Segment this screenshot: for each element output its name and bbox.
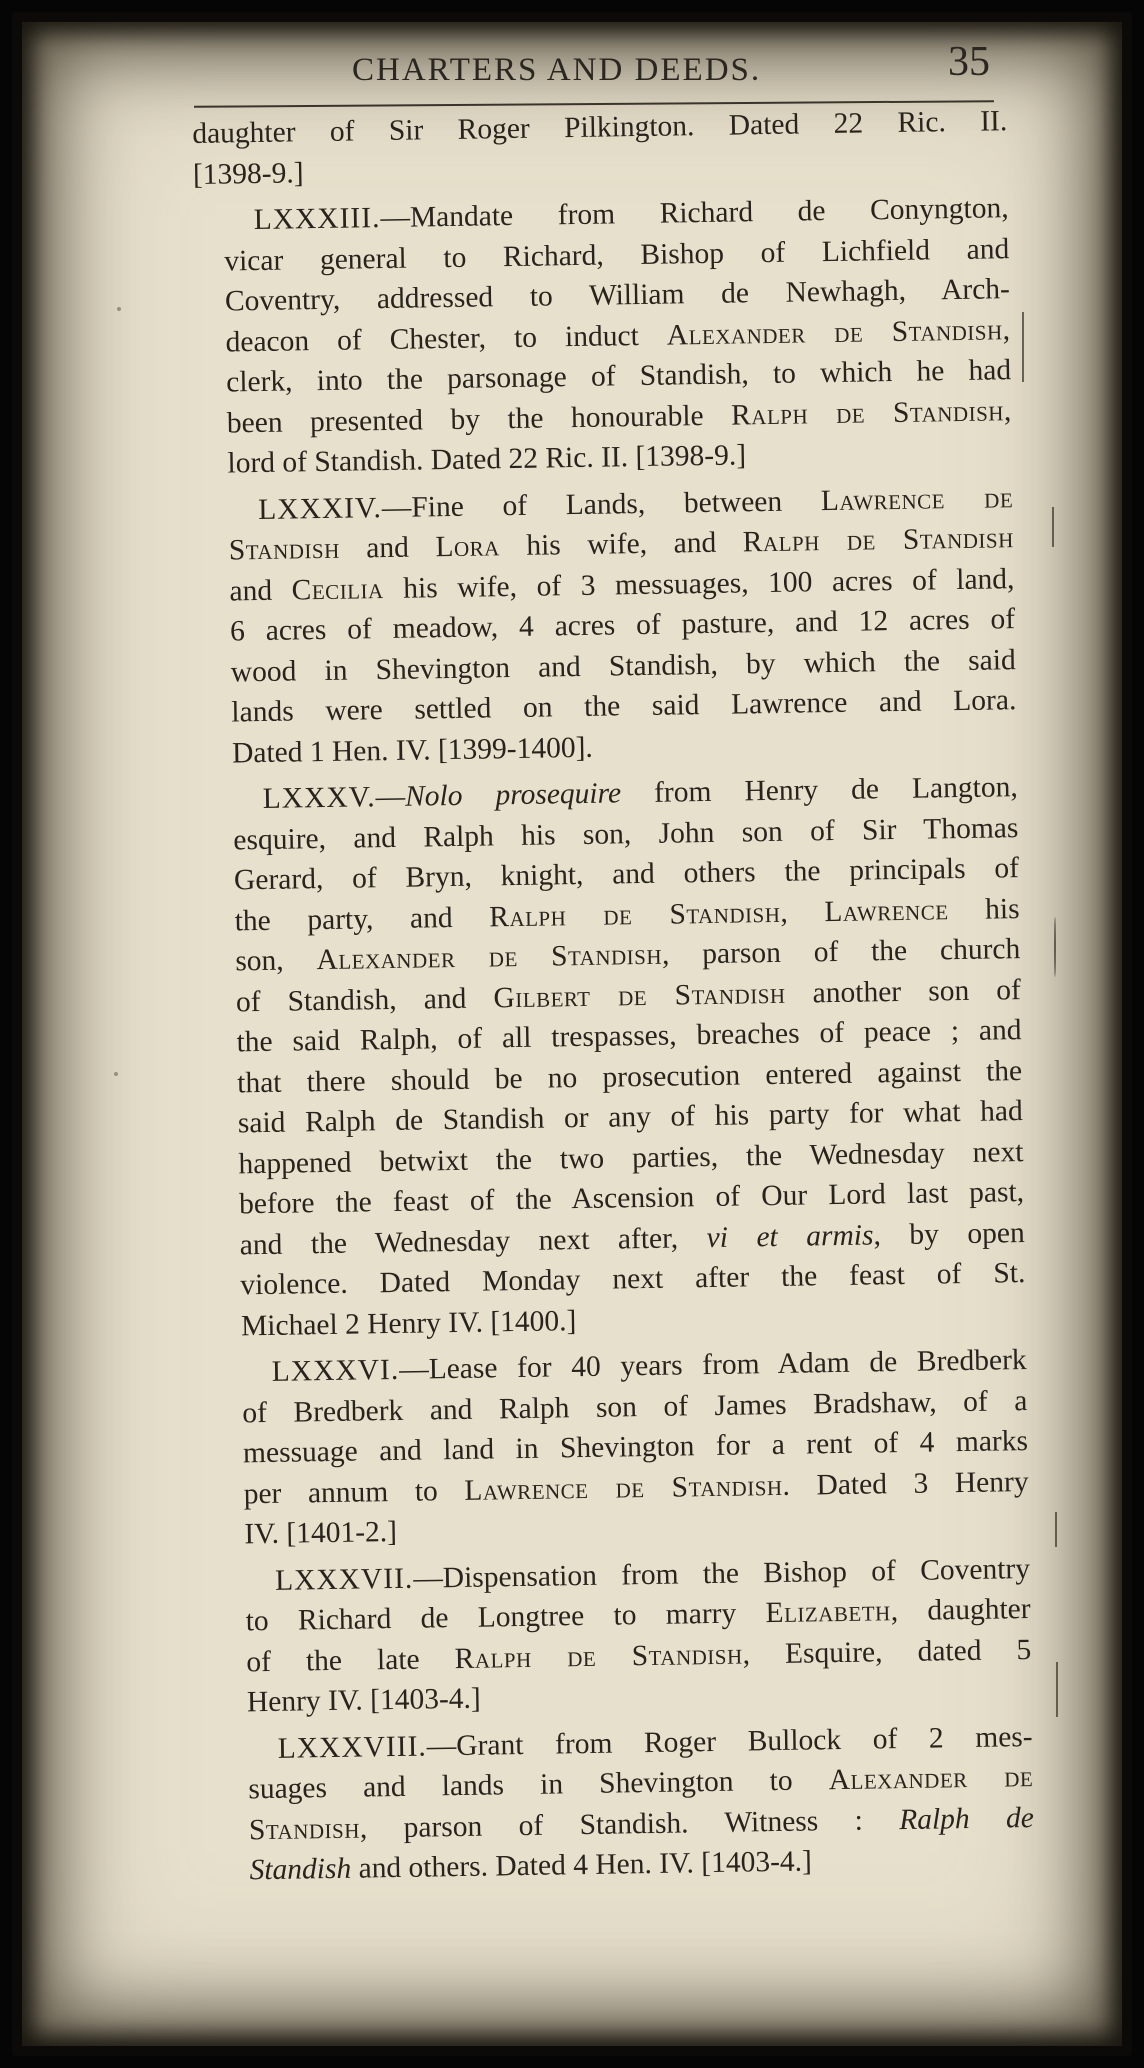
text-run: of Bredberk and Ralph son of James Bradshaw, of a xyxy=(242,1384,1028,1429)
body-text xyxy=(192,101,1035,1897)
name-small-caps: Alexander de xyxy=(828,1760,1034,1797)
page-header xyxy=(202,38,1002,98)
text-run: [1398-9.] xyxy=(192,156,304,191)
name-small-caps: Cecilia xyxy=(291,572,384,606)
text-run: —Mandate from Richard de Conyngton, xyxy=(380,192,1009,235)
text-run: —Fine of Lands, between xyxy=(381,484,822,524)
name-small-caps: Alexander de Standish, xyxy=(666,313,1011,352)
margin-pencil-mark xyxy=(1022,312,1024,382)
text-run: happened betwixt the two parties, the Wednesday next xyxy=(238,1135,1024,1180)
name-small-caps: Ralph de Standish xyxy=(454,1638,743,1675)
margin-pencil-mark xyxy=(1052,507,1054,547)
name-small-caps: Standish xyxy=(228,532,340,567)
entry-numeral: LXXXVIII. xyxy=(277,1730,428,1765)
paragraph-entry xyxy=(193,188,1012,484)
margin-pencil-mark xyxy=(1054,917,1056,977)
text-run: Coventry, addressed to William de Newhagh, Arch- xyxy=(224,273,1011,318)
name-small-caps: Lawrence de Standish xyxy=(464,1469,783,1507)
text-run: esquire, and Ralph his son, John son of Sir Thomas xyxy=(233,811,1019,856)
name-small-caps: Alexander de Standish xyxy=(316,938,663,977)
text-run: IV. [1401-2.] xyxy=(244,1515,398,1551)
text-run: and xyxy=(229,573,292,607)
text-run: Gerard, of Bryn, knight, and others the principals of xyxy=(233,852,1020,897)
text-run: suages and lands in Shevington to xyxy=(248,1764,829,1806)
italic-text: Standish xyxy=(249,1852,352,1887)
text-run: —Dispensation from the Bishop of Coventry xyxy=(413,1552,1031,1595)
name-small-caps: Elizabeth xyxy=(765,1595,891,1630)
paragraph-continued xyxy=(192,101,1008,195)
text-run: per annum to xyxy=(243,1474,465,1510)
text-run: before the feast of the Ascension of Our Lord last past, xyxy=(238,1176,1025,1221)
text-run: —Lease for 40 years from Adam de Bredberk xyxy=(398,1344,1027,1386)
text-run: of the late xyxy=(246,1642,455,1678)
text-run: , parson of the church xyxy=(661,933,1021,971)
paper-speck xyxy=(114,1072,118,1076)
paper-speck xyxy=(117,307,121,311)
text-run: and xyxy=(339,531,436,565)
name-small-caps: Ralph de Standish xyxy=(742,522,1015,559)
paragraph-entry xyxy=(217,1716,1034,1891)
text-run: the said Ralph, of all trespasses, breaches of peace ; and xyxy=(236,1014,1022,1059)
text-run: another son of xyxy=(785,973,1022,1010)
margin-pencil-mark xyxy=(1056,1662,1058,1717)
text-run: been presented by the honourable xyxy=(226,399,732,439)
text-run: Michael 2 Henry IV. [1400.] xyxy=(240,1304,577,1342)
page-number: 35 xyxy=(948,39,990,85)
italic-text: Ralph de xyxy=(898,1801,1035,1836)
text-run: . Dated 3 Henry xyxy=(782,1465,1029,1502)
text-run: , parson of Standish. Witness : xyxy=(359,1803,900,1845)
text-run: of Standish, and xyxy=(235,981,494,1018)
paragraph-entry xyxy=(202,767,1026,1347)
italic-text: vi et armis xyxy=(706,1218,874,1254)
entry-numeral: LXXXV. xyxy=(262,781,376,815)
italic-text: Nolo prosequire xyxy=(404,777,622,813)
text-run: , Esquire, dated 5 xyxy=(742,1633,1032,1671)
paragraph-entry xyxy=(215,1549,1032,1724)
text-run: son, xyxy=(235,944,317,978)
text-run: said Ralph de Standish or any of his party for what had xyxy=(237,1095,1024,1140)
text-run: lord of Standish. Dated 22 Ric. II. [1398-9.] xyxy=(227,439,747,480)
text-run: Henry IV. [1403-4.] xyxy=(246,1682,481,1719)
running-head: CHARTERS AND DEEDS. xyxy=(352,52,762,88)
text-run: lands were settled on the said Lawrence and Lora. xyxy=(231,684,1017,729)
paragraph-entry xyxy=(198,478,1017,774)
text-run: daughter of Sir Roger Pilkington. Dated 22 Ric. II. xyxy=(192,105,1008,150)
text-run: messuage and land in Shevington for a rent of 4 marks xyxy=(242,1425,1029,1470)
text-run: , xyxy=(780,895,825,929)
margin-pencil-mark xyxy=(1055,1512,1057,1547)
text-run: his xyxy=(948,892,1020,926)
text-run: Dated 1 Hen. IV. [1399-1400]. xyxy=(231,731,594,769)
text-run: from Henry de Langton, xyxy=(620,771,1018,810)
text-run: wood in Shevington and Standish, by which the said xyxy=(230,643,1016,688)
text-run: that there should be no prosecution entered against the xyxy=(236,1054,1023,1099)
text-run: , by open xyxy=(873,1216,1025,1251)
text-run: clerk, into the parsonage of Standish, to which he had xyxy=(225,354,1012,399)
text-run: vicar general to Richard, Bishop of Lichfield and xyxy=(224,232,1010,278)
text-run: his wife, and xyxy=(499,526,744,563)
text-run: , daughter xyxy=(890,1593,1031,1628)
book-page xyxy=(22,22,1122,2046)
image-frame xyxy=(12,12,1132,2056)
name-small-caps: Ralph de Standish, xyxy=(730,394,1013,432)
text-run: to Richard de Longtree to marry xyxy=(245,1597,766,1638)
text-run: — xyxy=(375,780,406,814)
entry-numeral: LXXXVII. xyxy=(274,1562,414,1597)
name-small-caps: Lawrence de xyxy=(820,481,1014,517)
entry-numeral: LXXXIV. xyxy=(257,491,383,526)
paragraph-entry xyxy=(211,1340,1029,1555)
text-run: deacon of Chester, to induct xyxy=(225,319,668,358)
text-run: the party, and xyxy=(234,900,490,937)
name-small-caps: Lawrence xyxy=(824,893,949,928)
entry-numeral: LXXXVI. xyxy=(271,1353,400,1388)
name-small-caps: Ralph de Standish xyxy=(488,896,781,933)
text-run: 6 acres of meadow, 4 acres of pasture, and 12 acres of xyxy=(229,603,1016,648)
text-run: and others. Dated 4 Hen. IV. [1403-4.] xyxy=(350,1845,813,1885)
text-run: violence. Dated Monday next after the feast of St. xyxy=(240,1257,1026,1302)
text-run: his wife, of 3 messuages, 100 acres of land, xyxy=(383,562,1015,605)
name-small-caps: Lora xyxy=(435,530,501,564)
name-small-caps: Gilbert de Standish xyxy=(493,977,786,1014)
entry-numeral: LXXXIII. xyxy=(253,202,381,237)
text-run: —Grant from Roger Bullock of 2 mes- xyxy=(426,1720,1033,1763)
name-small-caps: Standish xyxy=(248,1812,361,1846)
text-run: and the Wednesday next after, xyxy=(239,1221,707,1261)
